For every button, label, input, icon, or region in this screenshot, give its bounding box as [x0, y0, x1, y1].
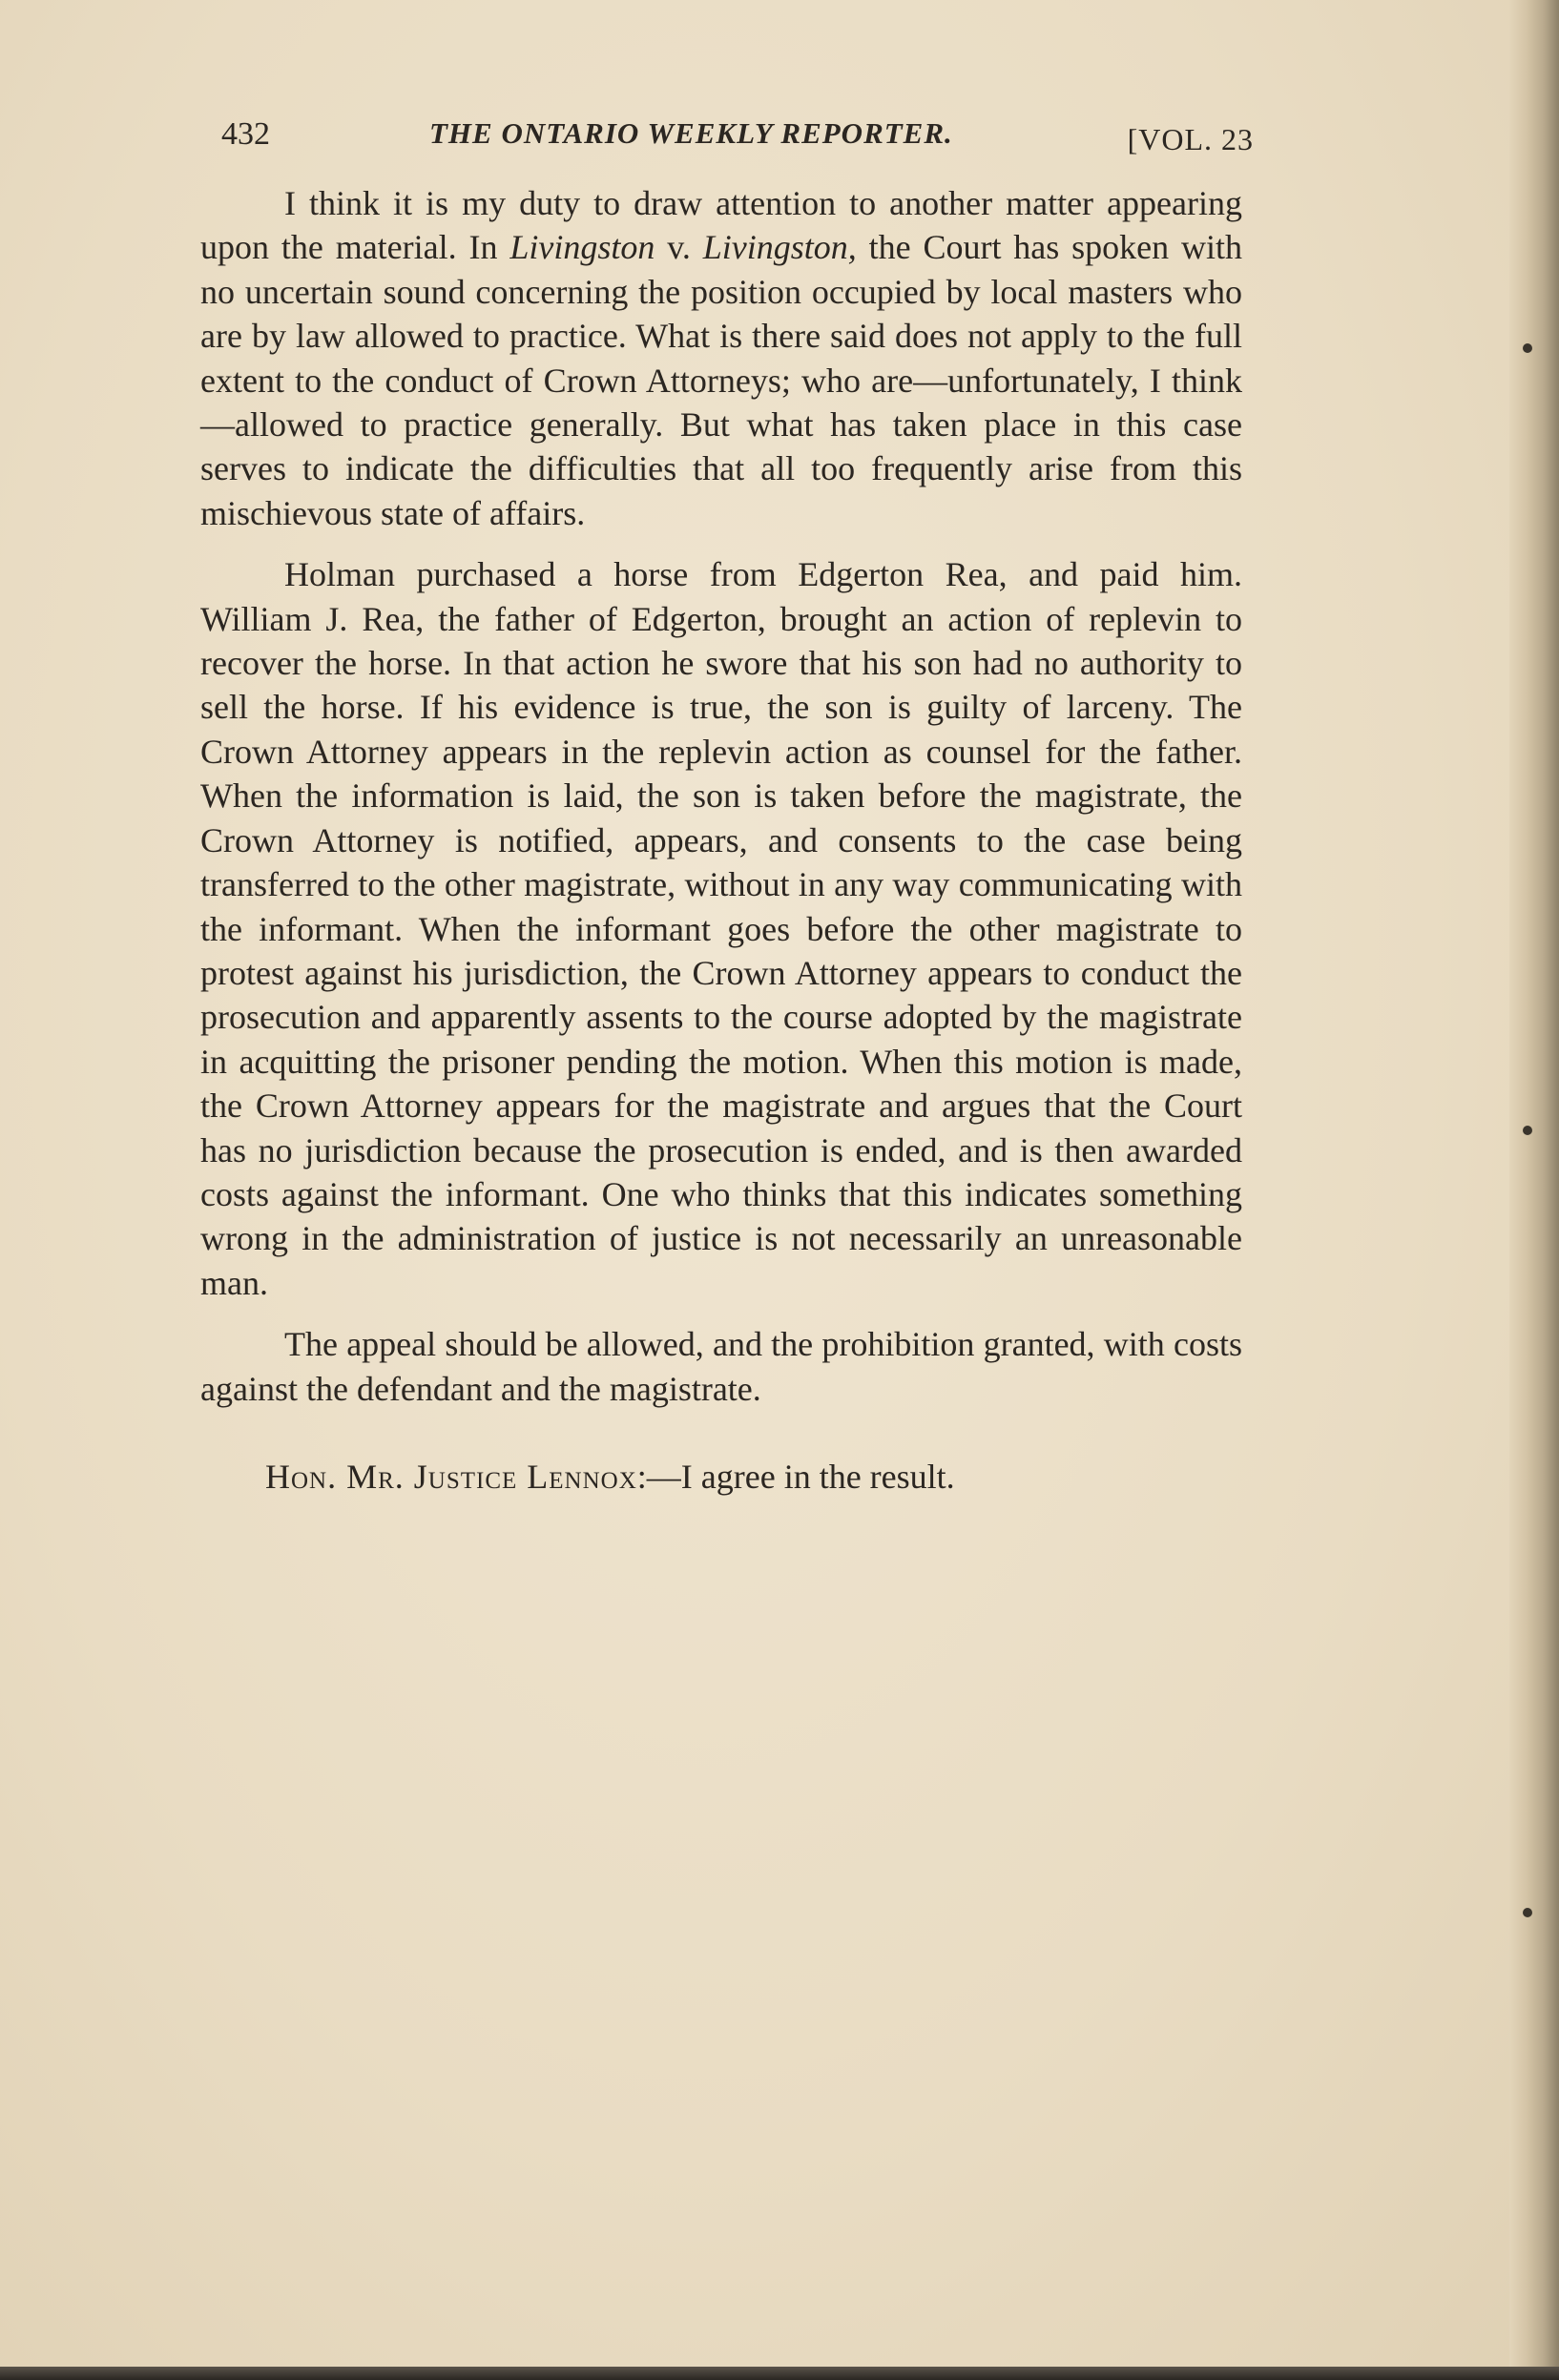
paragraph-text: the Court has spoken with no uncertain sound concerning the position occupied by local masters who are by law allowed to practice. What is there said does not apply to the full extent to the conduct of Crown Attorneys; who are—unfortunately, I think—allowed to practice generally. But what has taken place in this case serves to indicate the difficulties that all too frequently arise from this mischievous state of affairs.: [200, 228, 1242, 532]
spine-mark: [1523, 343, 1532, 353]
spine-mark: [1523, 1126, 1532, 1135]
page-number: 432: [221, 116, 270, 152]
paragraph-text: I think it is my duty to draw attention to another matter appearing upon the material. In: [200, 184, 1242, 267]
paragraph-text: v.: [655, 228, 703, 267]
judge-statement: [200, 1455, 1242, 1499]
book-spine: [1509, 0, 1559, 2380]
judge-name: Hon. Mr. Justice Lennox: [265, 1457, 637, 1496]
case-name: Livingston: [509, 228, 655, 267]
case-name: Livingston,: [702, 228, 857, 267]
running-title: THE ONTARIO WEEKLY REPORTER.: [429, 116, 953, 150]
page-header: [221, 113, 1254, 160]
paragraph: Holman purchased a horse from Edgerton Rea, and paid him. William J. Rea, the father of Edgerton, brought an action of replevin to recover the horse. In that action he swore that his son had no authority to sell the horse. If his evidence is true, the son is guilty of larceny. The Crown Attorney appears in the replevin action as counsel for the father. When the information is laid, the son is taken before the magistrate, the Crown Attorney is notified, appears, and consents to the case being transferred to the other magistrate, without in any way communicating with the informant. When the informant goes before the other magistrate to protest against his jurisdiction, the Crown Attorney appears to conduct the prosecution and apparently assents to the course adopted by the magistrate in acquitting the prisoner pending the motion. When this motion is made, the Crown Attorney appears for the magistrate and argues that the Court has no jurisdiction because the prosecution is ended, and is then awarded costs against the informant. One who thinks that this indicates something wrong in the administration of justice is not necessarily an unreasonable man.: [200, 555, 1242, 1302]
spine-mark: [1523, 1908, 1532, 1917]
page-bottom-edge: [0, 2367, 1559, 2380]
paragraph: [200, 181, 1242, 535]
paragraph: The appeal should be allowed, and the prohibition granted, with costs against the defendant and the magistrate.: [200, 1325, 1242, 1408]
volume-label: [VOL. 23: [1127, 122, 1254, 156]
body-text: [200, 181, 1242, 1499]
judge-remark: :—I agree in the result.: [636, 1457, 955, 1496]
